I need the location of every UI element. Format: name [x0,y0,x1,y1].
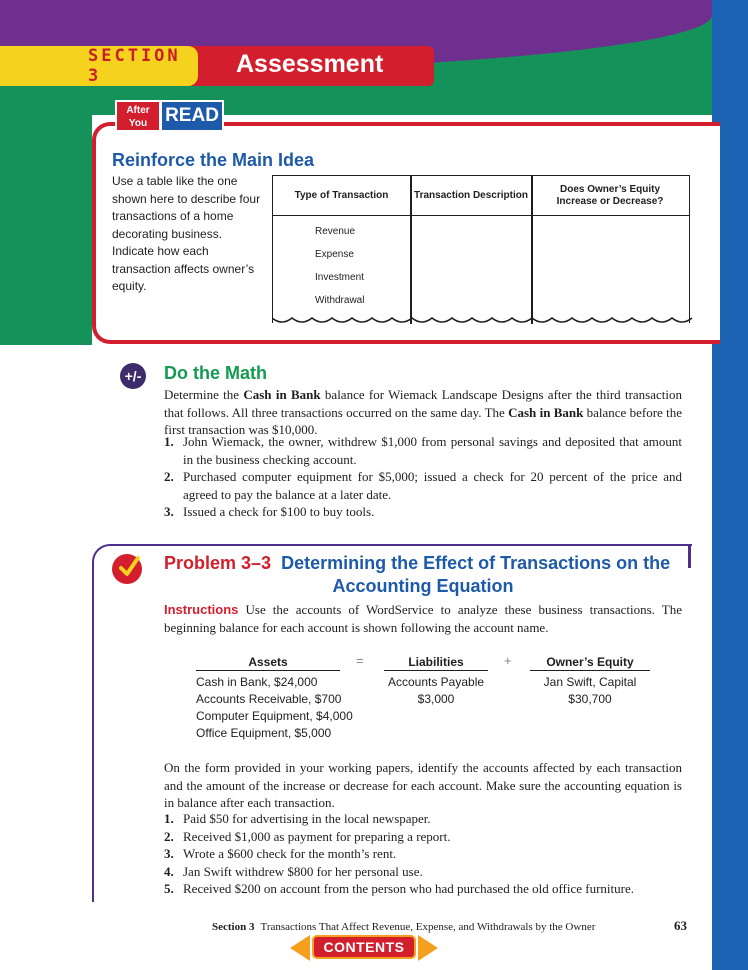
math-heading: Do the Math [164,363,267,383]
table-divider [531,176,533,324]
column-header: Type of Transaction [294,190,389,201]
next-page-arrow-icon[interactable] [418,935,438,961]
table-row-label: Investment [315,272,364,283]
list-item: 1. Paid $50 for advertising in the local newspaper. [164,811,431,826]
list-item: 3. Issued a check for $100 to buy tools. [164,504,375,519]
asset-line: Computer Equipment, $4,000 [196,709,353,723]
list-item: 5. Received $200 on account from the person who had purchased the old office furniture. [164,881,635,896]
list-item: 4. Jan Swift withdrew $800 for her personal use. [164,863,423,879]
asset-line: Cash in Bank, $24,000 [196,675,318,689]
torn-edge [272,316,693,328]
page-number: 63 [674,918,687,933]
read-label: READ [160,100,224,132]
liabilities-heading: Liabilities [384,655,488,671]
problem-instructions: Instructions Use the accounts of WordService to analyze these business transactions. The beginning balance for each account is shown following the account name. [164,602,683,635]
list-item: 3. Wrote a $600 check for the month’s rent. [164,846,397,861]
asset-line: Accounts Receivable, $700 [196,692,342,706]
asset-line: Office Equipment, $5,000 [196,726,332,740]
previous-page-arrow-icon[interactable] [290,935,310,961]
table-row-label: Expense [315,249,354,260]
problem-subtitle: Accounting Equation [332,576,514,596]
plus-sign: + [504,653,512,668]
column-header: Does Owner’s Equity Increase or Decrease? [556,184,664,207]
section-tag: SECTION 3 [88,46,181,86]
liability-line: Accounts Payable [387,675,485,689]
problem-frame-end [688,544,691,568]
math-list [164,433,682,521]
equals-sign: = [356,653,364,668]
section-tab [0,46,198,86]
reinforce-instructions: Use a table like the one shown here to describe four transactions of a home decorating business. Indicate how each transaction affects owner’s equity. [112,174,261,293]
equity-line: $30,700 [568,692,612,706]
table-row-label: Revenue [315,226,356,237]
assets-heading: Assets [196,655,340,671]
liability-line: $3,000 [417,692,455,706]
after-you-label: After You [115,100,161,132]
reinforce-heading: Reinforce the Main Idea [112,150,315,170]
column-header: Transaction Description [414,190,528,201]
equity-line: Jan Swift, Capital [543,675,637,689]
problem-title: Problem 3–3 Determining the Effect of Transactions on the [164,553,671,573]
list-item: 2. Received $1,000 as payment for preparing a report. [164,828,451,844]
after-you-read-badge [115,100,224,132]
contents-nav [290,935,438,961]
math-intro: Determine the Cash in Bank balance for Wiemack Landscape Designs after the third transaction that follows. All three transactions occurred on the same day. The Cash in Bank balance before the first transaction was $10,000. [164,387,682,437]
list-item: 1. John Wiemack, the owner, withdrew $1,000 from personal savings and deposited that amount in the business checking account. [164,434,682,467]
problem-list [164,810,684,898]
checkmark-icon [112,554,142,584]
plus-minus-icon: +/- [120,363,146,389]
equity-heading: Owner’s Equity [530,655,650,671]
contents-button[interactable]: CONTENTS [312,935,416,959]
table-row-label: Withdrawal [315,295,365,306]
list-item: 2. Purchased computer equipment for $5,000; issued a check for 20 percent of the price and agreed to pay the balance at a later date. [164,469,682,502]
page-title: Assessment [236,50,384,78]
problem-body: On the form provided in your working papers, identify the accounts affected by each transaction and the amount of the increase or decrease for each account. Make sure the accounting equation is in balance after each transaction. [164,760,682,810]
footer-running-head: Section 3 Transactions That Affect Revenue, Expense, and Withdrawals by the Owner [212,921,596,933]
transaction-table [272,175,690,323]
